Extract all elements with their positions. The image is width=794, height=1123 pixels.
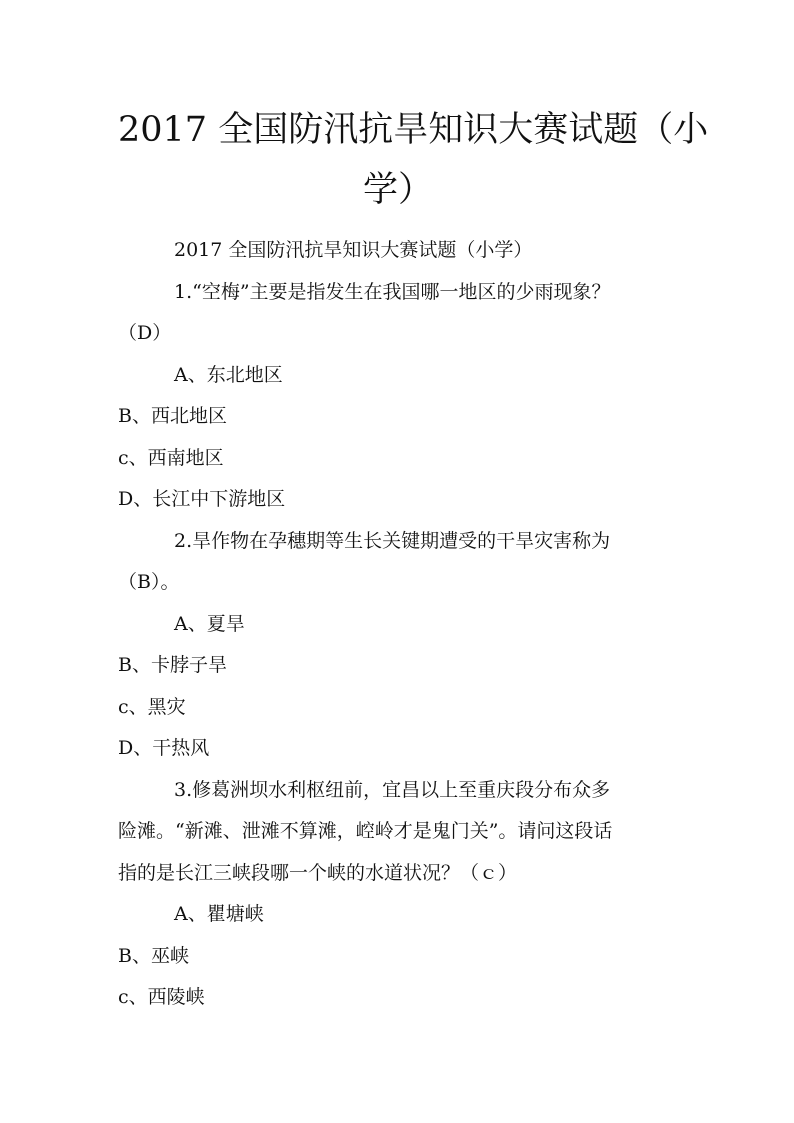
title-line-1: 2017 全国防汛抗旱知识大赛试题（小 [118, 110, 709, 150]
question-3-option-b: B、巫峡 [118, 944, 189, 967]
question-2-answer: （B）。 [118, 571, 180, 593]
title-line-2: 学） [362, 170, 433, 210]
question-2-option-d: D、干热风 [118, 737, 210, 759]
question-2-text: 2.旱作物在孕穗期等生长关键期遭受的干旱灾害称为 [174, 529, 611, 552]
question-2-option-c: c、黑灾 [118, 695, 186, 718]
question-1-text: 1.“空梅”主要是指发生在我国哪一地区的少雨现象？ [174, 280, 611, 303]
question-1-answer: （D） [118, 322, 172, 344]
document-title [118, 100, 709, 220]
question-3-text-line-2: 险滩。“新滩、泄滩不算滩，崆岭才是鬼门关”。请问这段话 [118, 820, 613, 842]
question-1-option-a: A、东北地区 [174, 363, 283, 386]
question-3-text-line-1: 3.修葛洲坝水利枢纽前，宜昌以上至重庆段分布众多 [174, 778, 611, 801]
subtitle: 2017 全国防汛抗旱知识大赛试题（小学） [174, 239, 533, 261]
question-3-text-line-3: 指的是长江三峡段哪一个峡的水道状况？（ｃ） [118, 861, 518, 884]
question-1-option-c: c、西南地区 [118, 446, 224, 469]
question-2-option-a: A、夏旱 [174, 612, 245, 635]
question-2-option-b: B、卡脖子旱 [118, 654, 227, 676]
document-body [118, 230, 678, 1019]
question-1-option-b: B、西北地区 [118, 405, 227, 427]
question-3-option-c: c、西陵峡 [118, 986, 205, 1008]
question-3-option-a: A、瞿塘峡 [174, 903, 264, 925]
question-1-option-d: D、长江中下游地区 [118, 488, 286, 510]
